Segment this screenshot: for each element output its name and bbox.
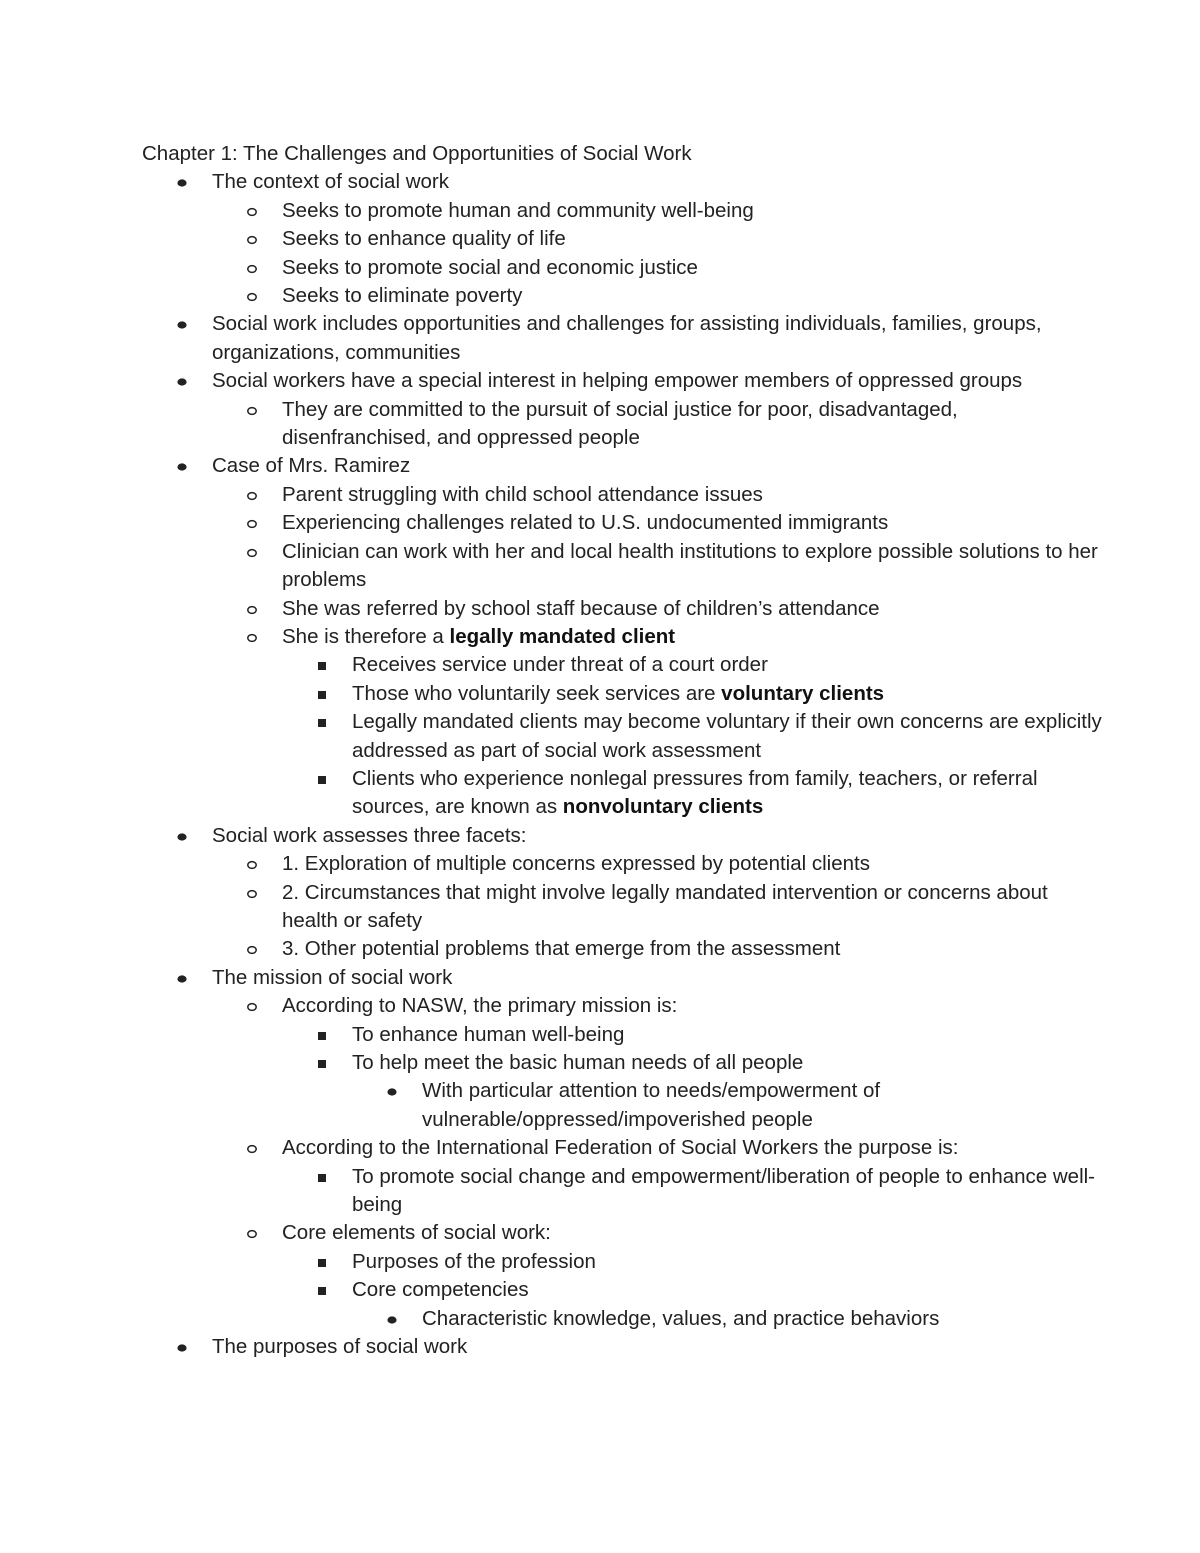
hollow-circle-icon: [246, 1219, 266, 1247]
filled-disc-icon: [386, 1077, 406, 1105]
list-item-plain-text: Purposes of the profession: [352, 1249, 596, 1273]
list-item-plain-text: Legally mandated clients may become voluntary if their own concerns are explicitly addressed as part of social work assessment: [352, 710, 1102, 762]
filled-disc-icon: [386, 1305, 406, 1333]
nested-list: [282, 1163, 1102, 1220]
list-item-level-2: [212, 935, 1102, 963]
list-item-plain-text: Characteristic knowledge, values, and practice behaviors: [422, 1306, 940, 1330]
list-item-plain-text: She was referred by school staff because of children’s attendance: [282, 596, 880, 620]
list-item-plain-text: Receives service under threat of a court order: [352, 653, 768, 677]
list-item-level-4: [352, 1305, 1102, 1333]
list-item-plain-text: 1. Exploration of multiple concerns expressed by potential clients: [282, 852, 870, 876]
list-item-plain-text: Core competencies: [352, 1278, 529, 1302]
list-item-text: [212, 966, 452, 989]
list-item-text: [282, 852, 870, 875]
filled-square-icon: [316, 1276, 336, 1304]
list-item-level-3: [282, 1248, 1102, 1276]
nested-list: [352, 1077, 1102, 1134]
filled-square-icon: [316, 1163, 336, 1191]
filled-square-icon: [316, 1049, 336, 1077]
list-item-level-2: [212, 1219, 1102, 1333]
list-item-plain-text: To help meet the basic human needs of all people: [352, 1051, 804, 1074]
nested-list: [282, 651, 1102, 821]
list-item-text: [352, 767, 1038, 818]
list-item-level-1: [142, 168, 1102, 310]
list-item-text: [282, 1221, 551, 1244]
filled-square-icon: [316, 765, 336, 793]
list-item-plain-text: The mission of social work: [212, 965, 453, 989]
hollow-circle-icon: [246, 623, 266, 651]
filled-square-icon: [316, 680, 336, 708]
document-body: [142, 140, 1102, 1361]
list-item-plain-text: Experiencing challenges related to U.S. undocumented immigrants: [282, 511, 889, 535]
list-item-plain-text: Parent struggling with child school attendance issues: [282, 482, 763, 506]
list-item-level-1: [142, 822, 1102, 964]
list-item-plain-text: To enhance human well-being: [352, 1022, 625, 1046]
hollow-circle-icon: [246, 225, 266, 253]
list-item-plain-text: Clients who experience nonlegal pressures from family, teachers, or referral sources, are known as: [352, 766, 1038, 819]
list-item-level-2: [212, 282, 1102, 310]
hollow-circle-icon: [246, 1134, 266, 1162]
list-item-plain-text: 2. Circumstances that might involve legally mandated intervention or concerns about health or safety: [282, 880, 1048, 932]
list-item-text: [352, 1165, 1095, 1216]
hollow-circle-icon: [246, 992, 266, 1020]
list-item-text: [352, 653, 768, 676]
list-item-text: [282, 483, 763, 506]
outline-list: [142, 168, 1102, 1361]
bold-term: voluntary clients: [721, 681, 885, 705]
list-item-plain-text: The context of social work: [212, 170, 449, 194]
list-item-plain-text: Seeks to eliminate poverty: [282, 284, 523, 308]
filled-disc-icon: [176, 964, 196, 992]
list-item-text: [282, 284, 522, 307]
list-item-level-2: [212, 1134, 1102, 1219]
list-item-plain-text: She is therefore a: [282, 624, 450, 648]
list-item-text: [212, 1335, 467, 1358]
nested-list: [212, 850, 1102, 964]
list-item-text: [212, 312, 1042, 363]
list-item-plain-text: According to the International Federation of Social Workers the purpose is:: [282, 1136, 959, 1160]
list-item-text: [282, 1136, 959, 1159]
list-item-text: [282, 256, 698, 279]
list-item-level-3: [282, 708, 1102, 765]
nested-list: [212, 481, 1102, 822]
filled-square-icon: [316, 1248, 336, 1276]
list-item-plain-text: They are committed to the pursuit of social justice for poor, disadvantaged, disenfranchised, and oppressed people: [282, 397, 958, 450]
nested-list: [282, 1021, 1102, 1135]
list-item-text: [212, 170, 449, 193]
list-item-level-2: [212, 254, 1102, 282]
list-item-plain-text: The purposes of social work: [212, 1335, 468, 1359]
list-item-level-2: [212, 225, 1102, 253]
list-item-plain-text: Social workers have a special interest in helping empower members of oppressed groups: [212, 369, 1023, 393]
list-item-level-2: [212, 623, 1102, 822]
list-item-text: [282, 937, 840, 960]
list-item-text: [352, 682, 884, 705]
hollow-circle-icon: [246, 282, 266, 310]
list-item-text: [282, 881, 1048, 932]
nested-list: [212, 396, 1102, 453]
list-item-text: [352, 710, 1102, 761]
list-item-plain-text: 3. Other potential problems that emerge from the assessment: [282, 937, 841, 961]
list-item-level-3: [282, 1049, 1102, 1134]
hollow-circle-icon: [246, 254, 266, 282]
list-item-plain-text: Social work includes opportunities and challenges for assisting individuals, families, groups, organizations, communities: [212, 312, 1042, 364]
list-item-text: [282, 597, 880, 620]
nested-list: [212, 197, 1102, 311]
hollow-circle-icon: [246, 197, 266, 225]
page-title: Chapter 1: The Challenges and Opportunities of Social Work: [142, 142, 692, 165]
filled-disc-icon: [176, 822, 196, 850]
list-item-level-1: [142, 310, 1102, 367]
list-item-level-2: [212, 850, 1102, 878]
list-item-plain-text: Seeks to promote social and economic justice: [282, 255, 698, 279]
list-item-text: [422, 1307, 939, 1330]
hollow-circle-icon: [246, 481, 266, 509]
list-item-level-2: [212, 481, 1102, 509]
list-item-plain-text: Clinician can work with her and local health institutions to explore possible solutions to her problems: [282, 539, 1098, 592]
bold-term: nonvoluntary clients: [562, 795, 764, 819]
list-item-text: [282, 227, 566, 250]
bold-term: legally mandated client: [449, 624, 676, 648]
list-item-text: [282, 540, 1098, 591]
list-item-text: [352, 1051, 803, 1074]
list-item-text: [282, 994, 677, 1017]
filled-disc-icon: [176, 367, 196, 395]
hollow-circle-icon: [246, 595, 266, 623]
list-item-level-2: [212, 197, 1102, 225]
list-item-plain-text: Case of Mrs. Ramirez: [212, 454, 411, 478]
list-item-level-3: [282, 680, 1102, 708]
list-item-plain-text: Core elements of social work:: [282, 1221, 551, 1245]
list-item-text: [352, 1250, 596, 1273]
list-item-plain-text: With particular attention to needs/empowerment of vulnerable/oppressed/impoverished people: [422, 1079, 881, 1131]
list-item-plain-text: Seeks to enhance quality of life: [282, 227, 566, 251]
hollow-circle-icon: [246, 850, 266, 878]
list-item-level-1: [142, 452, 1102, 821]
list-item-level-4: [352, 1077, 1102, 1134]
nested-list: [282, 1248, 1102, 1333]
filled-square-icon: [316, 651, 336, 679]
list-item-level-2: [212, 509, 1102, 537]
list-item-plain-text: Seeks to promote human and community well-being: [282, 198, 754, 222]
filled-disc-icon: [176, 168, 196, 196]
list-item-level-1: [142, 1333, 1102, 1361]
list-item-level-2: [212, 879, 1102, 936]
list-item-level-3: [282, 1021, 1102, 1049]
list-item-level-2: [212, 538, 1102, 595]
filled-disc-icon: [176, 1333, 196, 1361]
list-item-level-3: [282, 765, 1102, 822]
list-item-text: [212, 454, 410, 477]
filled-disc-icon: [176, 452, 196, 480]
hollow-circle-icon: [246, 935, 266, 963]
nested-list: [212, 992, 1102, 1333]
list-item-text: [282, 398, 958, 449]
list-item-level-1: [142, 367, 1102, 452]
hollow-circle-icon: [246, 396, 266, 424]
filled-disc-icon: [176, 310, 196, 338]
list-item-text: [282, 625, 675, 648]
list-item-text: [282, 511, 888, 534]
list-item-level-2: [212, 396, 1102, 453]
filled-square-icon: [316, 708, 336, 736]
list-item-text: [352, 1023, 624, 1046]
list-item-text: [212, 824, 526, 847]
list-item-plain-text: Those who voluntarily seek services are: [352, 681, 722, 705]
list-item-level-2: [212, 595, 1102, 623]
list-item-level-2: [212, 992, 1102, 1134]
list-item-text: [352, 1278, 529, 1301]
hollow-circle-icon: [246, 509, 266, 537]
list-item-plain-text: According to NASW, the primary mission is:: [282, 994, 678, 1018]
list-item-level-1: [142, 964, 1102, 1333]
list-item-text: [282, 199, 754, 222]
hollow-circle-icon: [246, 879, 266, 907]
list-item-plain-text: Social work assesses three facets:: [212, 823, 527, 847]
list-item-plain-text: To promote social change and empowerment/liberation of people to enhance well-being: [352, 1164, 1096, 1217]
hollow-circle-icon: [246, 538, 266, 566]
list-item-level-3: [282, 651, 1102, 679]
nested-list: [352, 1305, 1102, 1333]
list-item-level-3: [282, 1276, 1102, 1333]
list-item-level-3: [282, 1163, 1102, 1220]
list-item-text: [212, 369, 1022, 392]
list-item-text: [422, 1079, 880, 1130]
filled-square-icon: [316, 1021, 336, 1049]
